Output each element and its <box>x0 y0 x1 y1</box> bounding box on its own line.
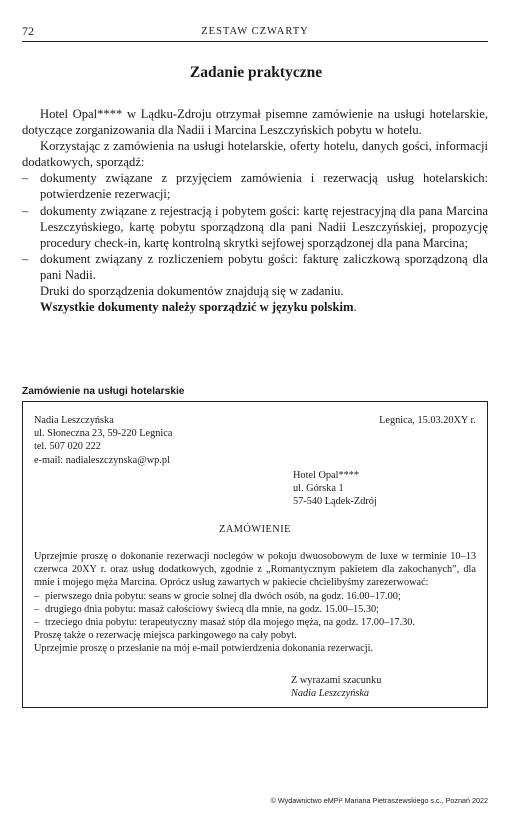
page-title: Zadanie praktyczne <box>189 64 323 81</box>
dash-bullet: – <box>22 203 29 218</box>
list-item-text: dokumenty związane z rejestracją i pobytem gości: kartę rejestracyjną dla pana Marcina Leszczyńskiego, kartę pobytu sporządzoną dla pani Nadii Leszczyńskiej, propozycję procedury check-in, kartę kontrolną skrytki sejfowej sporządzonej dla pana Marcina; <box>40 203 488 250</box>
list-item <box>22 203 488 251</box>
intro-paragraph: Hotel Opal**** w Lądku-Zdroju otrzymał pisemne zamówienie na usługi hotelarskie, dotyczące zorganizowania dla Nadii i Marcina Leszczyńskich pobytu w hotelu. <box>22 107 488 138</box>
recipient-street: ul. Górska 1 <box>293 483 344 495</box>
page-number: 72 <box>22 24 34 38</box>
task-intro-paragraph: Korzystając z zamówienia na usługi hotelarskie, oferty hotelu, danych gości, informacji dodatkowych, sporządź: <box>22 139 488 170</box>
task-emphasis <box>22 299 488 315</box>
recipient-address <box>293 469 377 509</box>
list-item-text: trzeciego dnia pobytu: terapeutyczny masaż stóp dla mojego męża, na godz. 17.00–17.30. <box>45 617 415 629</box>
letter-closing <box>291 674 381 700</box>
list-item <box>34 616 476 629</box>
task-emphasis-text: Wszystkie dokumenty należy sporządzić w języku polskim <box>40 300 354 315</box>
copyright-footer: © Wydawnictwo eMPi² Mariana Pietraszewskiego s.c., Poznań 2022 <box>270 796 488 805</box>
list-item-text: drugiego dnia pobytu: masaż całościowy świecą dla mnie, na godz. 15.00–15.30; <box>45 603 379 615</box>
letter-body <box>34 550 476 656</box>
dash-bullet: – <box>22 251 29 266</box>
letter-services-list <box>34 590 476 630</box>
sender-street: ul. Słoneczna 23, 59-220 Legnica <box>34 428 173 440</box>
task-description <box>22 106 488 315</box>
dash-bullet: – <box>34 590 40 602</box>
sender-email: e-mail: nadialeszczynska@wp.pl <box>34 454 170 466</box>
sender-name: Nadia Leszczyńska <box>34 415 114 426</box>
signature: Nadia Leszczyńska <box>291 688 370 700</box>
section-label: ZESTAW CZWARTY <box>201 26 309 37</box>
task-list <box>22 170 488 283</box>
list-item <box>22 170 488 202</box>
page-header <box>22 25 488 42</box>
subsection-title: Zamówienie na usługi hotelarskie <box>22 386 185 397</box>
list-item <box>34 590 476 603</box>
letter-parking: Proszę także o rezerwację miejsca parkingowego na cały pobyt. <box>34 630 297 642</box>
dash-bullet: – <box>34 603 40 615</box>
recipient-city: 57-540 Lądek-Zdrój <box>293 496 377 508</box>
order-letter <box>22 401 488 708</box>
closing-phrase: Z wyrazami szacunku <box>291 675 382 686</box>
recipient-name: Hotel Opal**** <box>293 470 360 481</box>
dash-bullet: – <box>34 617 40 629</box>
list-item <box>22 251 488 283</box>
letter-intro: Uprzejmie proszę o dokonanie rezerwacji noclegów w pokoju dwuosobowym de luxe w terminie 10–13 czerwca 20XY r. oraz usług dodatkowych, zgodnie z „Romantycznym pakietem dla zakochanych”, dla mnie i mojego męża Marcina. Oprócz usług zawartych w pakiecie chcielibyśmy zarezerwować: <box>34 551 476 589</box>
dash-bullet: – <box>22 171 29 186</box>
task-note: Druki do sporządzenia dokumentów znajdują się w zadaniu. <box>40 284 344 299</box>
place-date: Legnica, 15.03.20XY r. <box>379 415 476 426</box>
sender-address <box>34 414 172 467</box>
letter-email-request: Uprzejmie proszę o przesłanie na mój e-mail potwierdzenia dokonania rezerwacji. <box>34 643 374 655</box>
task-emphasis-period: . <box>353 300 357 315</box>
list-item <box>34 603 476 616</box>
list-item-text: pierwszego dnia pobytu: seans w grocie solnej dla dwóch osób, na godz. 16.00–17.00; <box>45 590 401 602</box>
list-item-text: dokumenty związane z przyjęciem zamówienia i rezerwacją usług hotelarskich: potwierdzenie rezerwacji; <box>40 171 488 202</box>
letter-heading: ZAMÓWIENIE <box>219 524 291 535</box>
sender-phone: tel. 507 020 222 <box>34 441 101 453</box>
list-item-text: dokument związany z rozliczeniem pobytu gości: fakturę zaliczkową sporządzoną dla pani Nadii. <box>40 251 488 282</box>
